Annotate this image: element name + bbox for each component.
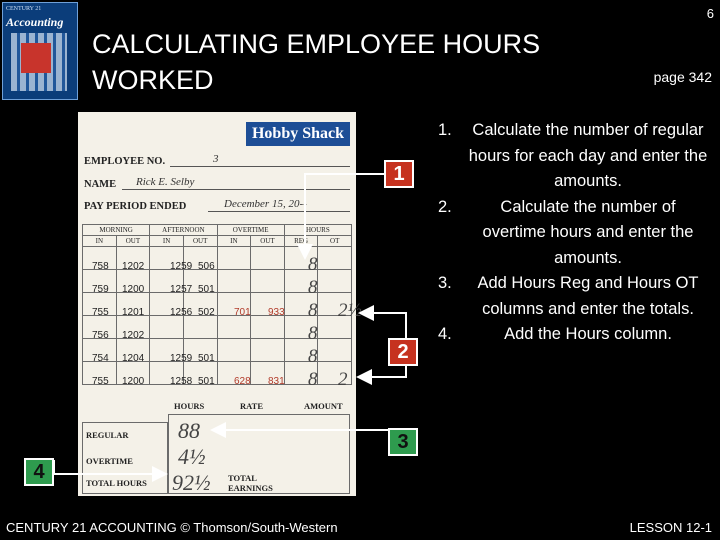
time-entry-reg: 8 [308, 300, 318, 321]
header-overtime: OVERTIME [217, 225, 284, 236]
employee-no-label: EMPLOYEE NO. [84, 156, 166, 167]
time-entry-ot: 2½ [338, 300, 362, 321]
book-cover-title: Accounting [6, 15, 64, 29]
pay-period-value: December 15, 20-- [224, 198, 307, 210]
time-entry-a-out: 501 [198, 353, 215, 364]
subheader-out: OUT [183, 236, 217, 247]
summary-header-hours: HOURS [174, 401, 205, 411]
footer-copyright: CENTURY 21 ACCOUNTING © Thomson/South-Western [6, 520, 338, 535]
pay-period-label: PAY PERIOD ENDED [84, 201, 187, 212]
header-afternoon: AFTERNOON [150, 225, 217, 236]
page-reference: page 342 [653, 69, 712, 85]
overtime-label: OVERTIME [86, 456, 133, 466]
time-entry-reg: 8 [308, 277, 318, 298]
overtime-hours-value: 4½ [178, 444, 206, 469]
time-entry-a-out: 501 [198, 376, 215, 387]
time-entry-a-in: 1259 [170, 261, 193, 272]
step-number: 4. [438, 325, 452, 343]
subheader-ot: OT [318, 236, 352, 247]
callout-1: 1 [384, 160, 414, 188]
time-entry-m-out: 1200 [122, 284, 145, 295]
step-3 [428, 271, 708, 322]
instruction-steps [428, 118, 708, 348]
time-entry-m-in: 754 [92, 353, 109, 364]
total-hours-value: 92½ [172, 470, 211, 495]
callout-2: 2 [388, 338, 418, 366]
summary-header-amount: AMOUNT [304, 401, 343, 411]
step-number: 2. [438, 197, 452, 216]
time-entry-a-out: 502 [198, 307, 215, 318]
total-earnings-label-1: TOTAL [228, 473, 257, 483]
time-entry-m-out: 1200 [122, 376, 145, 387]
regular-hours-value: 88 [178, 418, 200, 443]
employee-no-value: 3 [213, 153, 219, 165]
time-entry-o-in: 701 [234, 307, 251, 318]
subheader-reg: REG [284, 236, 318, 247]
regular-label: REGULAR [86, 430, 129, 440]
time-entry-reg: 8 [308, 369, 318, 390]
time-entry-m-in: 756 [92, 330, 109, 341]
slide-title-line1: CALCULATING EMPLOYEE HOURS [92, 29, 541, 59]
book-cover-top-text: CENTURY 21 [6, 6, 42, 12]
time-entry-a-in: 1257 [170, 284, 193, 295]
time-entry-m-in: 755 [92, 307, 109, 318]
time-entry-m-in: 758 [92, 261, 109, 272]
subheader-out: OUT [116, 236, 150, 247]
time-entry-a-in: 1258 [170, 376, 193, 387]
time-entry-o-out: 831 [268, 376, 285, 387]
slide-number: 6 [706, 6, 714, 21]
time-entry-reg: 8 [308, 254, 318, 275]
time-entry-m-in: 755 [92, 376, 109, 387]
step-text: Add the Hours column. [504, 325, 672, 343]
arrow-2-top [360, 313, 406, 340]
time-entry-ot: 2 [338, 369, 348, 390]
callout-3: 3 [388, 428, 418, 456]
name-label: NAME [84, 179, 117, 190]
footer-lesson: LESSON 12-1 [629, 520, 712, 535]
arrow-1 [305, 174, 384, 258]
time-entry-a-in: 1256 [170, 307, 193, 318]
summary-header-rate: RATE [240, 401, 263, 411]
total-hours-label: TOTAL HOURS [86, 478, 147, 488]
step-number: 1. [438, 121, 452, 139]
time-entry-reg: 8 [308, 346, 318, 367]
total-earnings-label-2: EARNINGS [228, 483, 273, 493]
step-text: Calculate the number of overtime hours and enter the amounts. [482, 197, 694, 267]
step-number: 3. [438, 274, 452, 292]
name-value: Rick E. Selby [136, 176, 195, 188]
time-entry-m-in: 759 [92, 284, 109, 295]
time-entry-a-out: 506 [198, 261, 215, 272]
subheader-in: IN [150, 236, 184, 247]
time-entry-m-out: 1202 [122, 330, 145, 341]
time-entry-m-out: 1201 [122, 307, 145, 318]
callout-4: 4 [24, 458, 54, 486]
step-2 [428, 195, 708, 272]
step-4 [428, 322, 708, 348]
subheader-out: OUT [251, 236, 285, 247]
time-entry-o-in: 628 [234, 376, 251, 387]
time-entry-a-out: 501 [198, 284, 215, 295]
time-entry-reg: 8 [308, 323, 318, 344]
slide-title-line2: WORKED [92, 65, 214, 95]
header-hours: HOURS [284, 225, 351, 236]
subheader-in: IN [83, 236, 117, 247]
step-text: Add Hours Reg and Hours OT columns and enter the totals. [477, 274, 699, 318]
arrow-4 [54, 460, 166, 474]
time-entry-a-in: 1259 [170, 353, 193, 364]
step-1 [428, 118, 708, 195]
header-morning: MORNING [83, 225, 150, 236]
time-entry-m-out: 1202 [122, 261, 145, 272]
company-name: Hobby Shack [246, 122, 350, 146]
time-entry-m-out: 1204 [122, 353, 145, 364]
subheader-in: IN [217, 236, 251, 247]
time-entry-o-out: 933 [268, 307, 285, 318]
step-text: Calculate the number of regular hours for each day and enter the amounts. [468, 121, 708, 190]
